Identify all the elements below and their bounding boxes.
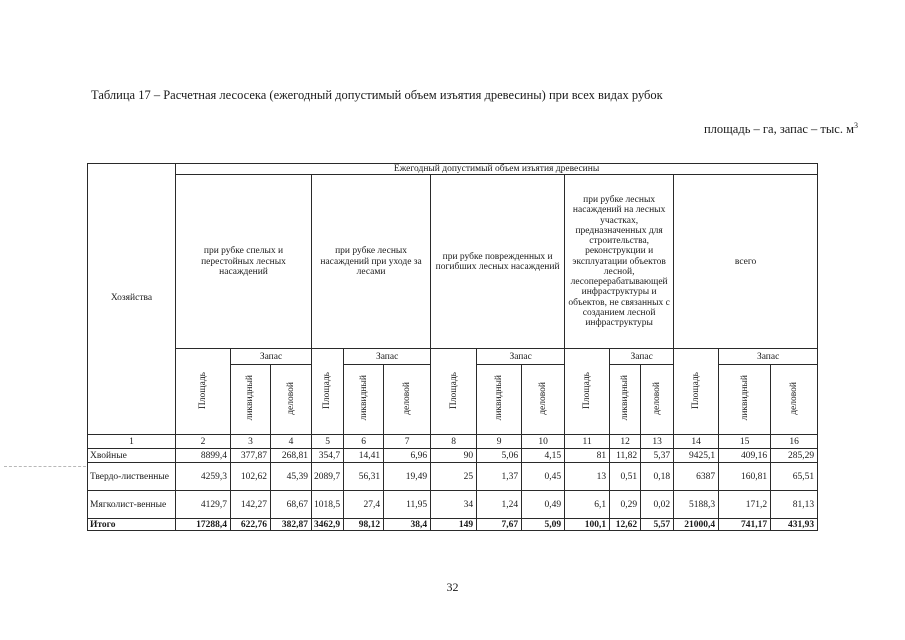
- total-cell: 100,1: [565, 519, 610, 531]
- column-index: 1: [88, 435, 176, 449]
- area-header: [431, 349, 477, 435]
- scan-artifact-line: [4, 466, 86, 467]
- total-cell: 38,4: [384, 519, 431, 531]
- area-header-label: Площадь: [197, 371, 208, 409]
- value-cell: 5,37: [641, 449, 674, 463]
- total-cell: 5,57: [641, 519, 674, 531]
- value-cell: 11,82: [610, 449, 641, 463]
- table-caption: Таблица 17 – Расчетная лесосека (ежегодный допустимый объем изъятия древесины) при всех видах рубок: [91, 88, 663, 102]
- farm-header: Хозяйства: [88, 164, 176, 435]
- value-cell: 2089,7: [312, 463, 344, 491]
- total-cell: 3462,9: [312, 519, 344, 531]
- liquid-header: [719, 365, 771, 435]
- liquid-label: ликвидный: [620, 375, 630, 421]
- business-header: [771, 365, 818, 435]
- value-cell: 27,4: [344, 491, 384, 519]
- value-cell: 4129,7: [176, 491, 231, 519]
- total-cell: 149: [431, 519, 477, 531]
- column-index: 7: [384, 435, 431, 449]
- business-label: деловой: [789, 381, 799, 415]
- total-cell: 17288,4: [176, 519, 231, 531]
- group-header-construction: при рубке лесных насаждений на лесных участках, предназначенных для строительства, реконструкции и эксплуатации объектов лесной, лесоперерабатывающей инфраструктуры и объектов, не связанных с созданием лесной инфраструктуры: [565, 175, 674, 349]
- farm-name: Итого: [88, 519, 176, 531]
- top-header: Ежегодный допустимый объем изъятия древесины: [176, 164, 818, 175]
- total-cell: 21000,4: [674, 519, 719, 531]
- column-index: 16: [771, 435, 818, 449]
- table-row-softwood: [88, 491, 818, 519]
- page-number: 32: [446, 580, 459, 594]
- table-row-hardwood: [88, 463, 818, 491]
- value-cell: 354,7: [312, 449, 344, 463]
- value-cell: 142,27: [231, 491, 271, 519]
- value-cell: 68,67: [271, 491, 312, 519]
- liquid-header: [344, 365, 384, 435]
- group-header-mature: при рубке спелых и перестойных лесных насаждений: [176, 175, 312, 349]
- column-index: 6: [344, 435, 384, 449]
- liquid-label: ликвидный: [358, 375, 369, 421]
- column-index: 4: [271, 435, 312, 449]
- column-index: 9: [477, 435, 522, 449]
- table-row-total: [88, 519, 818, 531]
- area-header: [565, 349, 610, 435]
- value-cell: 9425,1: [674, 449, 719, 463]
- business-header: [384, 365, 431, 435]
- value-cell: 6387: [674, 463, 719, 491]
- business-label: деловой: [402, 381, 412, 415]
- area-header: [674, 349, 719, 435]
- value-cell: 0,51: [610, 463, 641, 491]
- value-cell: 268,81: [271, 449, 312, 463]
- units-superscript: 3: [854, 121, 858, 130]
- total-cell: 5,09: [522, 519, 565, 531]
- stock-header: Запас: [344, 349, 431, 365]
- column-index: 14: [674, 435, 719, 449]
- column-index: 15: [719, 435, 771, 449]
- group-header-total: всего: [674, 175, 818, 349]
- total-cell: 741,17: [719, 519, 771, 531]
- column-index: 10: [522, 435, 565, 449]
- business-header: [641, 365, 674, 435]
- liquid-header: [231, 365, 271, 435]
- liquid-header: [477, 365, 522, 435]
- farm-name: Мягколист-венные: [88, 491, 176, 519]
- value-cell: 377,87: [231, 449, 271, 463]
- stock-header: Запас: [231, 349, 312, 365]
- value-cell: 4259,3: [176, 463, 231, 491]
- value-cell: 0,49: [522, 491, 565, 519]
- units-note: [704, 121, 858, 137]
- farm-name: Хвойные: [88, 449, 176, 463]
- total-cell: 7,67: [477, 519, 522, 531]
- liquid-header: [610, 365, 641, 435]
- group-header-thinning: при рубке лесных насаждений при уходе за лесами: [312, 175, 431, 349]
- business-label: деловой: [652, 381, 662, 415]
- stock-header: Запас: [610, 349, 674, 365]
- value-cell: 11,95: [384, 491, 431, 519]
- forest-cut-table: [87, 163, 818, 531]
- value-cell: 160,81: [719, 463, 771, 491]
- total-cell: 12,62: [610, 519, 641, 531]
- liquid-label: ликвидный: [245, 375, 256, 421]
- units-text: площадь – га, запас – тыс. м: [703, 122, 854, 137]
- business-header: [271, 365, 312, 435]
- value-cell: 6,96: [384, 449, 431, 463]
- value-cell: 171,2: [719, 491, 771, 519]
- business-label: деловой: [285, 381, 296, 415]
- value-cell: 5,06: [477, 449, 522, 463]
- total-cell: 382,87: [271, 519, 312, 531]
- value-cell: 409,16: [719, 449, 771, 463]
- column-index: 8: [431, 435, 477, 449]
- value-cell: 81: [565, 449, 610, 463]
- value-cell: 1,24: [477, 491, 522, 519]
- area-header-label: Площадь: [691, 371, 701, 409]
- column-index: 3: [231, 435, 271, 449]
- value-cell: 0,18: [641, 463, 674, 491]
- liquid-label: ликвидный: [739, 375, 750, 421]
- total-cell: 431,93: [771, 519, 818, 531]
- value-cell: 45,39: [271, 463, 312, 491]
- area-header-label: Площадь: [582, 371, 592, 409]
- table-row-conifer: [88, 449, 818, 463]
- value-cell: 56,31: [344, 463, 384, 491]
- area-header: [312, 349, 344, 435]
- business-header: [522, 365, 565, 435]
- value-cell: 285,29: [771, 449, 818, 463]
- column-index: 13: [641, 435, 674, 449]
- value-cell: 6,1: [565, 491, 610, 519]
- area-header-label: Площадь: [322, 371, 333, 409]
- value-cell: 1018,5: [312, 491, 344, 519]
- value-cell: 34: [431, 491, 477, 519]
- farm-name: Твердо-лиственные: [88, 463, 176, 491]
- stock-header: Запас: [719, 349, 818, 365]
- value-cell: 0,45: [522, 463, 565, 491]
- business-label: деловой: [538, 381, 548, 415]
- value-cell: 0,02: [641, 491, 674, 519]
- total-cell: 622,76: [231, 519, 271, 531]
- value-cell: 4,15: [522, 449, 565, 463]
- value-cell: 14,41: [344, 449, 384, 463]
- column-index-row: [88, 435, 818, 449]
- value-cell: 5188,3: [674, 491, 719, 519]
- column-index: 5: [312, 435, 344, 449]
- area-header: [176, 349, 231, 435]
- liquid-label: ликвидный: [494, 375, 504, 421]
- value-cell: 25: [431, 463, 477, 491]
- value-cell: 8899,4: [176, 449, 231, 463]
- value-cell: 0,29: [610, 491, 641, 519]
- column-index: 11: [565, 435, 610, 449]
- column-index: 2: [176, 435, 231, 449]
- value-cell: 102,62: [231, 463, 271, 491]
- value-cell: 1,37: [477, 463, 522, 491]
- area-header-label: Площадь: [448, 371, 459, 409]
- value-cell: 13: [565, 463, 610, 491]
- total-cell: 98,12: [344, 519, 384, 531]
- column-index: 12: [610, 435, 641, 449]
- value-cell: 81,13: [771, 491, 818, 519]
- value-cell: 65,51: [771, 463, 818, 491]
- group-header-damaged: при рубке поврежденных и погибших лесных насаждений: [431, 175, 565, 349]
- stock-header: Запас: [477, 349, 565, 365]
- value-cell: 90: [431, 449, 477, 463]
- value-cell: 19,49: [384, 463, 431, 491]
